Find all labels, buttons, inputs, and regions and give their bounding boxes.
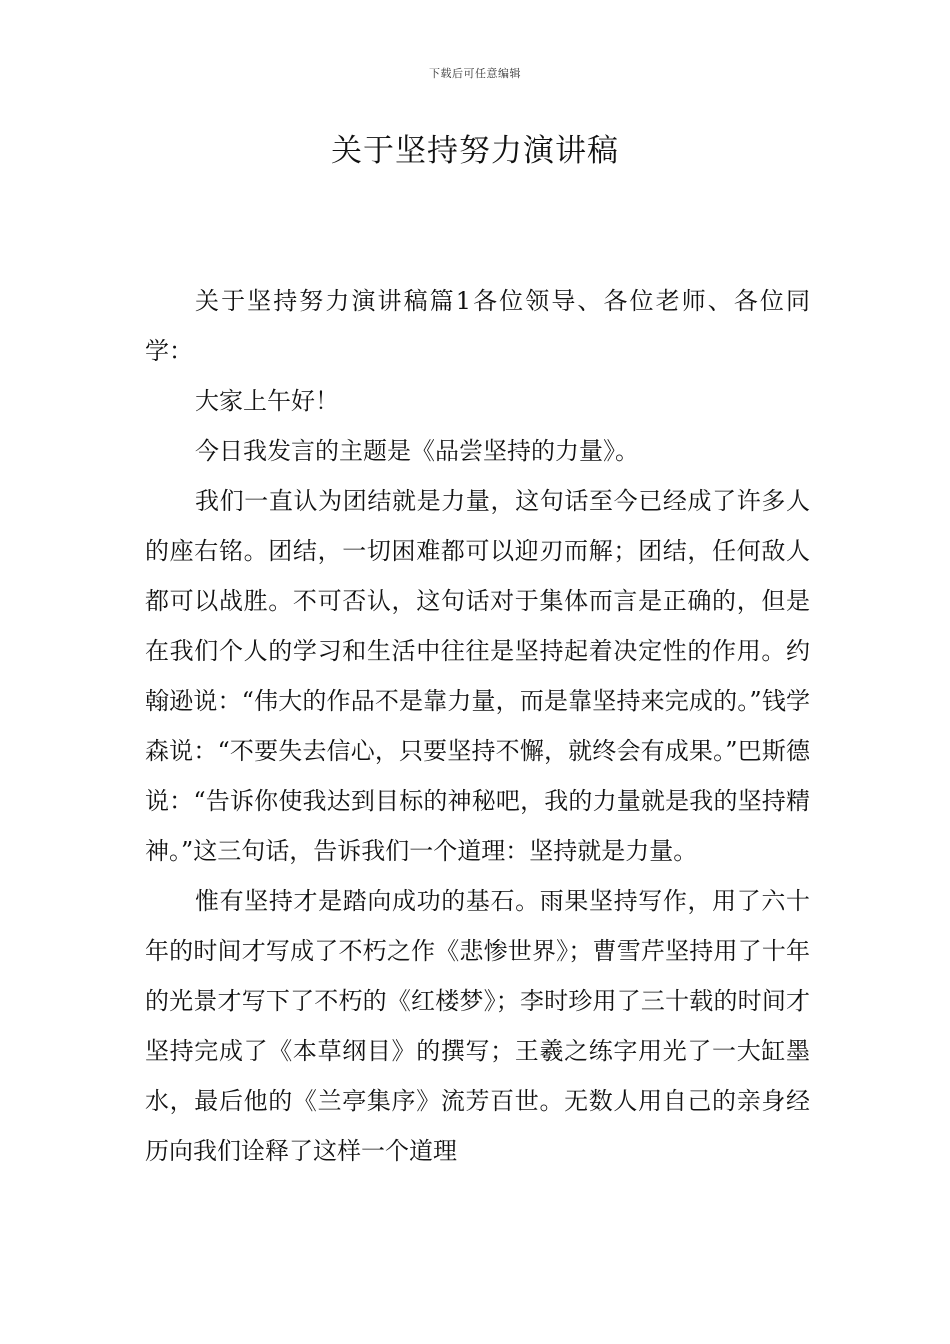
paragraph-topic: 今日我发言的主题是《品尝坚持的力量》。: [195, 437, 639, 465]
paragraph-salutation: 大家上午好！: [195, 387, 339, 415]
paragraph-examples: 惟有坚持才是踏向成功的基石。雨果坚持写作，用了六十年的时间才写成了不朽之作《悲惨世界》；曹雪芹坚持用了十年的光景才写下了不朽的《红楼梦》；李时珍用了三十载的时间才坚持完成了《本草纲目》的撰写；王羲之练字用光了一大缸墨水，最后他的《兰亭集序》流芳百世。无数人用自己的亲身经历向我们诠释了这样一个道理: [145, 887, 810, 1165]
document-body: [145, 276, 810, 1176]
paragraph-greeting: 关于坚持努力演讲稿篇1各位领导、各位老师、各位同学：: [145, 287, 810, 365]
paragraph-unity: 我们一直认为团结就是力量，这句话至今已经成了许多人的座右铭。团结，一切困难都可以迎刃而解；团结，任何敌人都可以战胜。不可否认，这句话对于集体而言是正确的，但是在我们个人的学习和生活中往往是坚持起着决定性的作用。约翰逊说：“伟大的作品不是靠力量，而是靠坚持来完成的。”钱学森说：“不要失去信心，只要坚持不懈，就终会有成果。”巴斯德说：“告诉你使我达到目标的神秘吧，我的力量就是我的坚持精神。”这三句话，告诉我们一个道理：坚持就是力量。: [145, 487, 810, 865]
header-note: 下载后可任意编辑: [429, 67, 521, 80]
document-title: 关于坚持努力演讲稿: [331, 133, 619, 169]
